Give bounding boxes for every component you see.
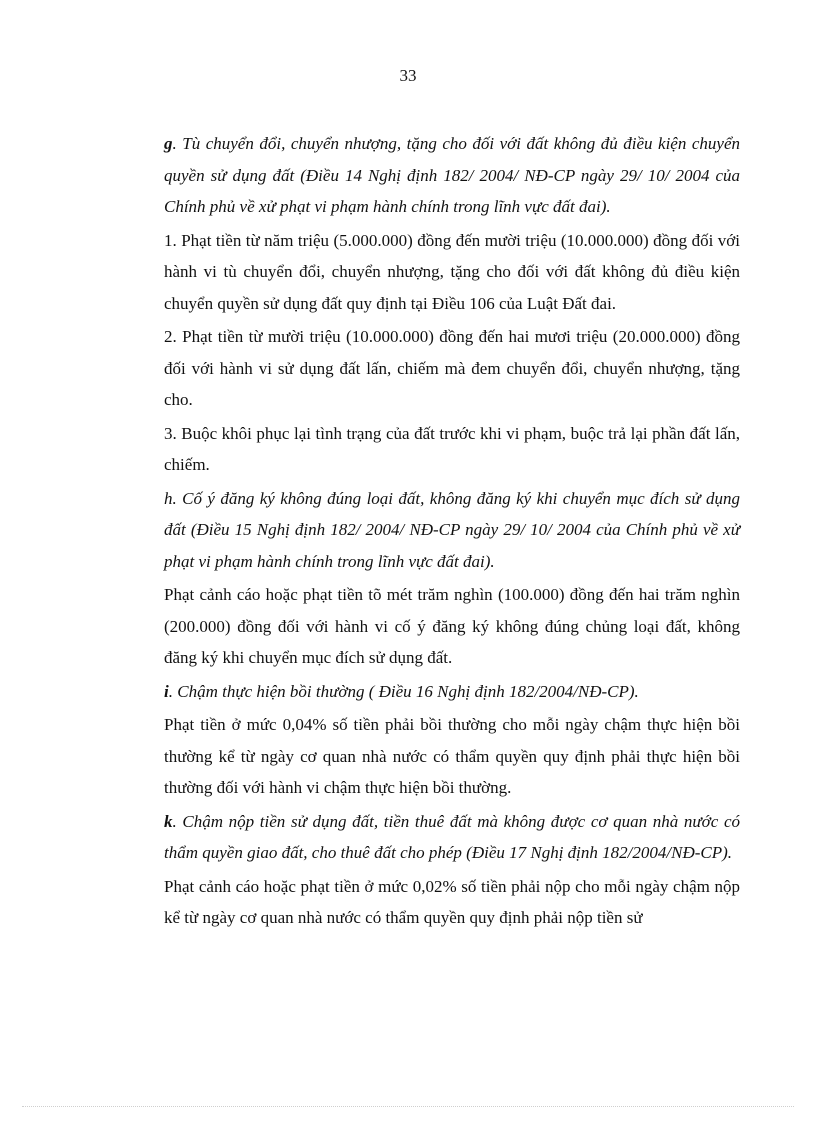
paragraph-text: . Chậm thực hiện bồi thường ( Điều 16 Nghị định 182/2004/NĐ-CP). (168, 681, 639, 701)
paragraph-i (164, 676, 740, 708)
paragraph-k-penalty (164, 871, 740, 934)
paragraph-i-penalty (164, 709, 740, 804)
section-letter-i: i (164, 681, 169, 701)
paragraph-text: Phạt cảnh cáo hoặc phạt tiền tõ mét trăm nghìn (100.000) đồng đến hai trăm nghìn (200.000) đồng đối với hành vi cố ý đăng ký không đúng chủng loại đất, không đăng ký khi chuyển mục đích sử dụng đất. (164, 585, 740, 667)
page-bottom-divider (22, 1106, 794, 1107)
paragraph-text: 2. Phạt tiền từ mười triệu (10.000.000) đồng đến hai mươi triệu (20.000.000) đồng đối với hành vi sử dụng đất lấn, chiếm mà đem chuyển đổi, chuyển nhượng, tặng cho. (164, 327, 740, 409)
section-letter-h: h (164, 488, 173, 508)
paragraph-text: 1. Phạt tiền từ năm triệu (5.000.000) đồng đến mười triệu (10.000.000) đồng đối với hành vi tù chuyển đổi, chuyển nhượng, tặng cho đối với đất không đủ điều kiện chuyển quyền sử dụng đất quy định tại Điều 106 của Luật Đất đai. (164, 230, 740, 313)
section-letter-k: k (164, 811, 173, 831)
paragraph-fine-1 (164, 225, 740, 320)
paragraph-h-penalty (164, 579, 740, 674)
paragraph-text: 3. Buộc khôi phục lại tình trạng của đất trước khi vi phạm, buộc trả lại phần đất lấn, chiếm. (164, 423, 740, 474)
paragraph-text: . Cố ý đăng ký không đúng loại đất, không đăng ký khi chuyển mục đích sử dụng đất (Điều 15 Nghị định 182/ 2004/ NĐ-CP ngày 29/ 10/ 2004 của Chính phủ về xử phạt vi phạm hành chính trong lĩnh vực đất đai). (164, 488, 740, 571)
paragraph-text: Phạt tiền ở mức 0,04% số tiền phải bồi thường cho mỗi ngày chậm thực hiện bồi thường kể từ ngày cơ quan nhà nước có thẩm quyền quy định phải thực hiện bồi thường đối với hành vi chậm thực hiện bồi thường. (164, 715, 740, 797)
section-letter-g: g (164, 134, 173, 153)
paragraph-k (164, 806, 740, 869)
paragraph-fine-2 (164, 321, 740, 416)
paragraph-text: . Tù chuyển đổi, chuyển nhượng, tặng cho đối với đất không đủ điều kiện chuyển quyền sử dụng đất (Điều 14 Nghị định 182/ 2004/ NĐ-CP ngày 29/ 10/ 2004 của Chính phủ về xử phạt vi phạm hành chính trong lĩnh vực đất đai). (164, 134, 740, 216)
paragraph-g (164, 128, 740, 223)
document-body (164, 128, 740, 934)
paragraph-text: . Chậm nộp tiền sử dụng đất, tiền thuê đất mà không được cơ quan nhà nước có thẩm quyền giao đất, cho thuê đất cho phép (Điều 17 Nghị định 182/2004/NĐ-CP). (164, 811, 740, 862)
paragraph-remedy-3 (164, 418, 740, 481)
page-number: 33 (399, 66, 417, 85)
paragraph-text: Phạt cảnh cáo hoặc phạt tiền ở mức 0,02% số tiền phải nộp cho mỗi ngày chậm nộp kể từ ngày cơ quan nhà nước có thẩm quyền quy định phải nộp tiền sử (164, 876, 740, 927)
paragraph-h (164, 483, 740, 578)
